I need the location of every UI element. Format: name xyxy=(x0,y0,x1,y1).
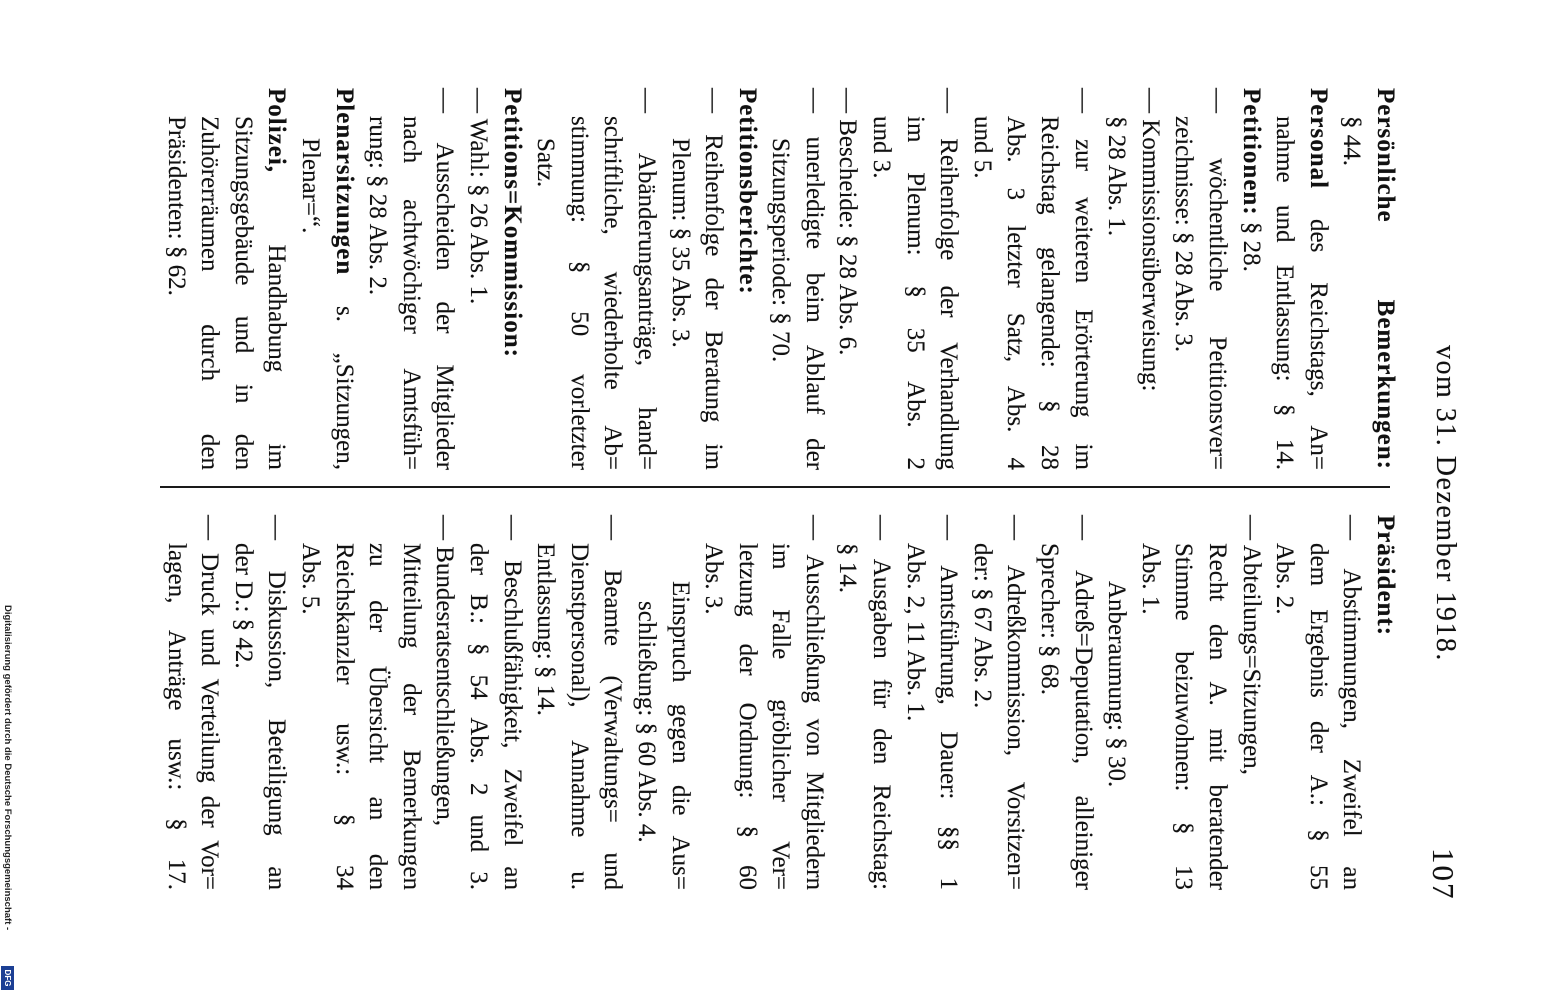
index-line: Reichskanzler usw.: § 34 xyxy=(330,543,358,890)
index-headword: Petitionen: xyxy=(1237,88,1265,216)
index-line: Abs. 5. xyxy=(297,543,324,615)
index-headword: Polizei, xyxy=(263,88,291,174)
index-line: § 14. xyxy=(834,543,862,593)
index-line: — zur weiteren Erörterung im xyxy=(1069,88,1097,470)
index-line: — Ausschließung von Mitgliedern xyxy=(800,515,828,890)
index-line: schriftliche, wiederholte Ab= xyxy=(599,116,627,470)
index-line: — Ausscheiden der Mitglieder xyxy=(431,88,459,470)
index-line: der B.: § 54 Abs. 2 und 3. xyxy=(464,543,492,890)
index-line: — wöchentliche Petitionsver= xyxy=(1204,88,1232,470)
index-line: Entlassung: § 14. xyxy=(532,543,560,716)
index-line: und 3. xyxy=(868,116,896,179)
index-line: zeichnisse: § 28 Abs. 3. xyxy=(1170,116,1198,353)
index-line: Plenar=“. xyxy=(297,138,324,234)
index-line: — Beschlußfähigkeit, Zweifel an xyxy=(498,515,526,890)
index-line: Recht den A. mit beratender xyxy=(1204,543,1232,890)
index-line xyxy=(730,88,764,470)
column-divider xyxy=(160,486,1390,488)
index-line xyxy=(1368,515,1402,890)
index-text: des Reichstags, An= xyxy=(1304,189,1332,470)
index-line: — Amtsführung, Dauer: §§ 1 xyxy=(935,515,963,890)
index-line: — Reihenfolge der Beratung im xyxy=(700,88,728,470)
index-line: — Bundesratsentschließungen, xyxy=(431,515,459,827)
index-text: Handhabung im xyxy=(263,173,291,470)
index-line: Zuhörerräumen durch den xyxy=(196,116,224,470)
index-line: nahme und Entlassung: § 14. xyxy=(1271,116,1299,470)
index-line: — Adreßkommission, Vorsitzen= xyxy=(1002,515,1030,890)
index-headword: Personal xyxy=(1304,88,1332,190)
index-line: — Beamte (Verwaltungs= und xyxy=(599,515,627,890)
index-line: Abs. 2. xyxy=(1271,543,1299,615)
index-line: Reichstag gelangende: § 28 xyxy=(1036,116,1064,470)
index-line: letzung der Ordnung: § 60 xyxy=(733,543,761,890)
index-line: im Falle gröblicher Ver= xyxy=(767,543,795,890)
right-column xyxy=(159,515,1402,890)
index-line: — Abänderungsanträge, hand= xyxy=(632,88,660,470)
index-line: — Druck und Verteilung der Vor= xyxy=(196,515,224,890)
index-line: — unerledigte beim Ablauf der xyxy=(800,88,828,470)
index-line: Sprecher: § 68. xyxy=(1036,543,1064,696)
index-headword: Persönliche Bemerkungen: xyxy=(1372,88,1399,470)
index-line: Abs. 3 letzter Satz, Abs. 4 xyxy=(1002,116,1030,470)
index-line: Einspruch gegen die Aus= xyxy=(666,581,694,890)
page-number: 107 xyxy=(1426,848,1461,901)
index-text: § 28. xyxy=(1237,215,1265,272)
index-line: rung: § 28 Abs. 2. xyxy=(364,116,392,296)
index-line xyxy=(1234,88,1268,470)
index-line: Sitzungsgebäude und in den xyxy=(229,116,257,470)
index-line: Dienstpersonal), Annahme u. xyxy=(565,543,593,890)
index-line: Satz. xyxy=(532,138,560,188)
index-line: — Ausgaben für den Reichstag: xyxy=(868,515,896,890)
index-headword: Präsident: xyxy=(1372,515,1399,637)
dfg-logo: DFG xyxy=(1,966,14,990)
index-line: schließung: § 60 Abs. 4. xyxy=(632,601,660,843)
index-line: — Reihenfolge der Verhandlung xyxy=(935,88,963,470)
index-line xyxy=(495,88,529,470)
index-line: — Bescheide: § 28 Abs. 6. xyxy=(834,88,862,356)
index-line: der D.: § 42. xyxy=(229,543,257,669)
index-line: im Plenum: § 35 Abs. 2 xyxy=(901,116,929,470)
index-line: Präsidenten: § 62. xyxy=(162,116,190,296)
index-line: — Wahl: § 26 Abs. 1. xyxy=(464,88,492,305)
index-line: Plenum: § 35 Abs. 3. xyxy=(666,138,694,348)
index-line: zu der Übersicht an den xyxy=(364,543,392,890)
index-line: stimmung: § 50 vorletzter xyxy=(565,116,593,470)
index-headword: Petitionsberichte: xyxy=(733,88,761,295)
left-column xyxy=(159,88,1402,470)
index-line: Sitzungsperiode: § 70. xyxy=(767,138,795,363)
index-line: — Diskussion, Beteiligung an xyxy=(263,515,291,890)
index-line: dem Ergebnis der A.: § 55 xyxy=(1304,543,1332,890)
index-line xyxy=(1368,88,1402,470)
index-line: und 5. xyxy=(968,116,996,179)
index-line: Anberaumung: § 30. xyxy=(1103,581,1131,788)
index-text: s. „Sitzungen, xyxy=(330,275,358,470)
index-line: Abs. 2, 11 Abs. 1. xyxy=(901,543,929,722)
index-line: der: § 67 Abs. 2. xyxy=(968,543,996,709)
index-line: Abs. 3. xyxy=(700,543,728,615)
index-line xyxy=(260,88,294,470)
page-header-date: vom 31. Dezember 1918. xyxy=(1430,345,1461,662)
index-line: — Abteilungs=Sitzungen, xyxy=(1237,515,1265,775)
index-line: Stimme beizuwohnen: § 13 xyxy=(1170,543,1198,890)
index-line: Mitteilung der Bemerkungen xyxy=(397,543,425,890)
index-headword: Petitions=Kommission: xyxy=(498,88,526,358)
index-line: § 28 Abs. 1. xyxy=(1103,116,1131,237)
index-line xyxy=(1301,88,1335,470)
index-line: nach achtwöchiger Amtsfüh= xyxy=(397,116,425,470)
dfg-credit: Digitalisierung gefördert durch die Deutsche Forschungsgemeinschaft - xyxy=(2,605,13,931)
index-headword: Plenarsitzungen xyxy=(330,88,358,276)
index-line: lagen, Anträge usw.: § 17. xyxy=(162,543,190,890)
index-line: — Abstimmungen, Zweifel an xyxy=(1338,515,1366,890)
index-line: § 44. xyxy=(1338,116,1366,166)
index-line: — Kommissionsüberweisung: xyxy=(1136,88,1164,392)
index-line: Abs. 1. xyxy=(1136,543,1164,615)
index-line xyxy=(327,88,361,470)
index-line: — Adreß=Deputation, alleiniger xyxy=(1069,515,1097,890)
